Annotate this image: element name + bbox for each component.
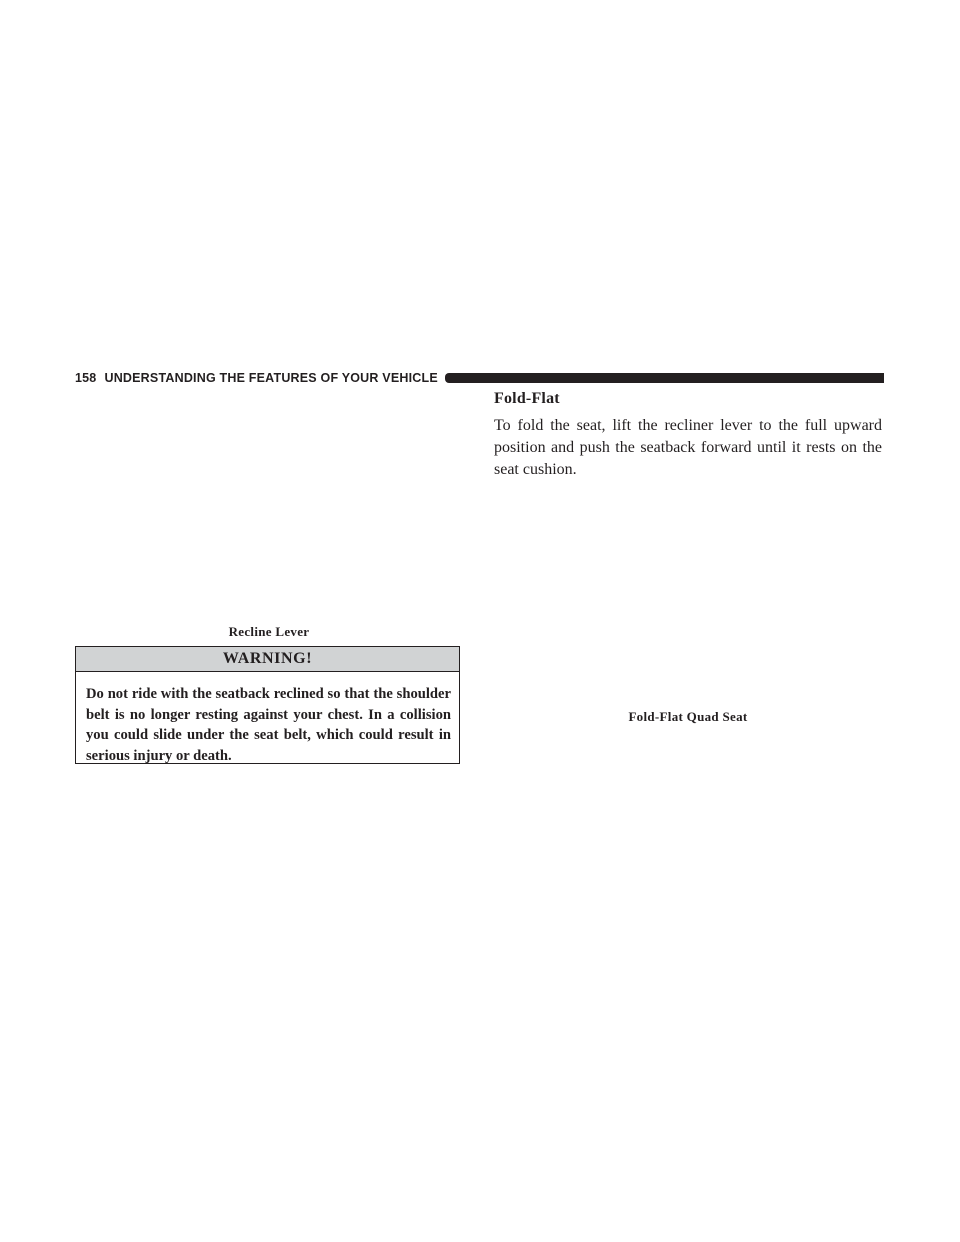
- warning-box: [75, 646, 460, 764]
- warning-text: Do not ride with the seatback reclined so that the shoulder belt is no longer resting against your chest. In a collision you could slide under the seat belt, which could result in serious injury or death.: [86, 686, 451, 764]
- running-header: [75, 370, 884, 386]
- body-paragraph: To fold the seat, lift the recliner lever to the full upward position and push the seatback forward until it rests on the seat cushion.: [494, 417, 882, 478]
- figure-caption-fold-flat-quad-seat: Fold-Flat Quad Seat: [628, 709, 748, 724]
- warning-title: WARNING!: [76, 647, 459, 672]
- page-number: 158: [75, 371, 97, 385]
- section-heading-fold-flat: Fold-Flat: [494, 390, 560, 407]
- figure-caption-recline-lever: Recline Lever: [228, 624, 310, 639]
- section-title: UNDERSTANDING THE FEATURES OF YOUR VEHICLE: [104, 371, 438, 385]
- header-rule: [445, 373, 884, 383]
